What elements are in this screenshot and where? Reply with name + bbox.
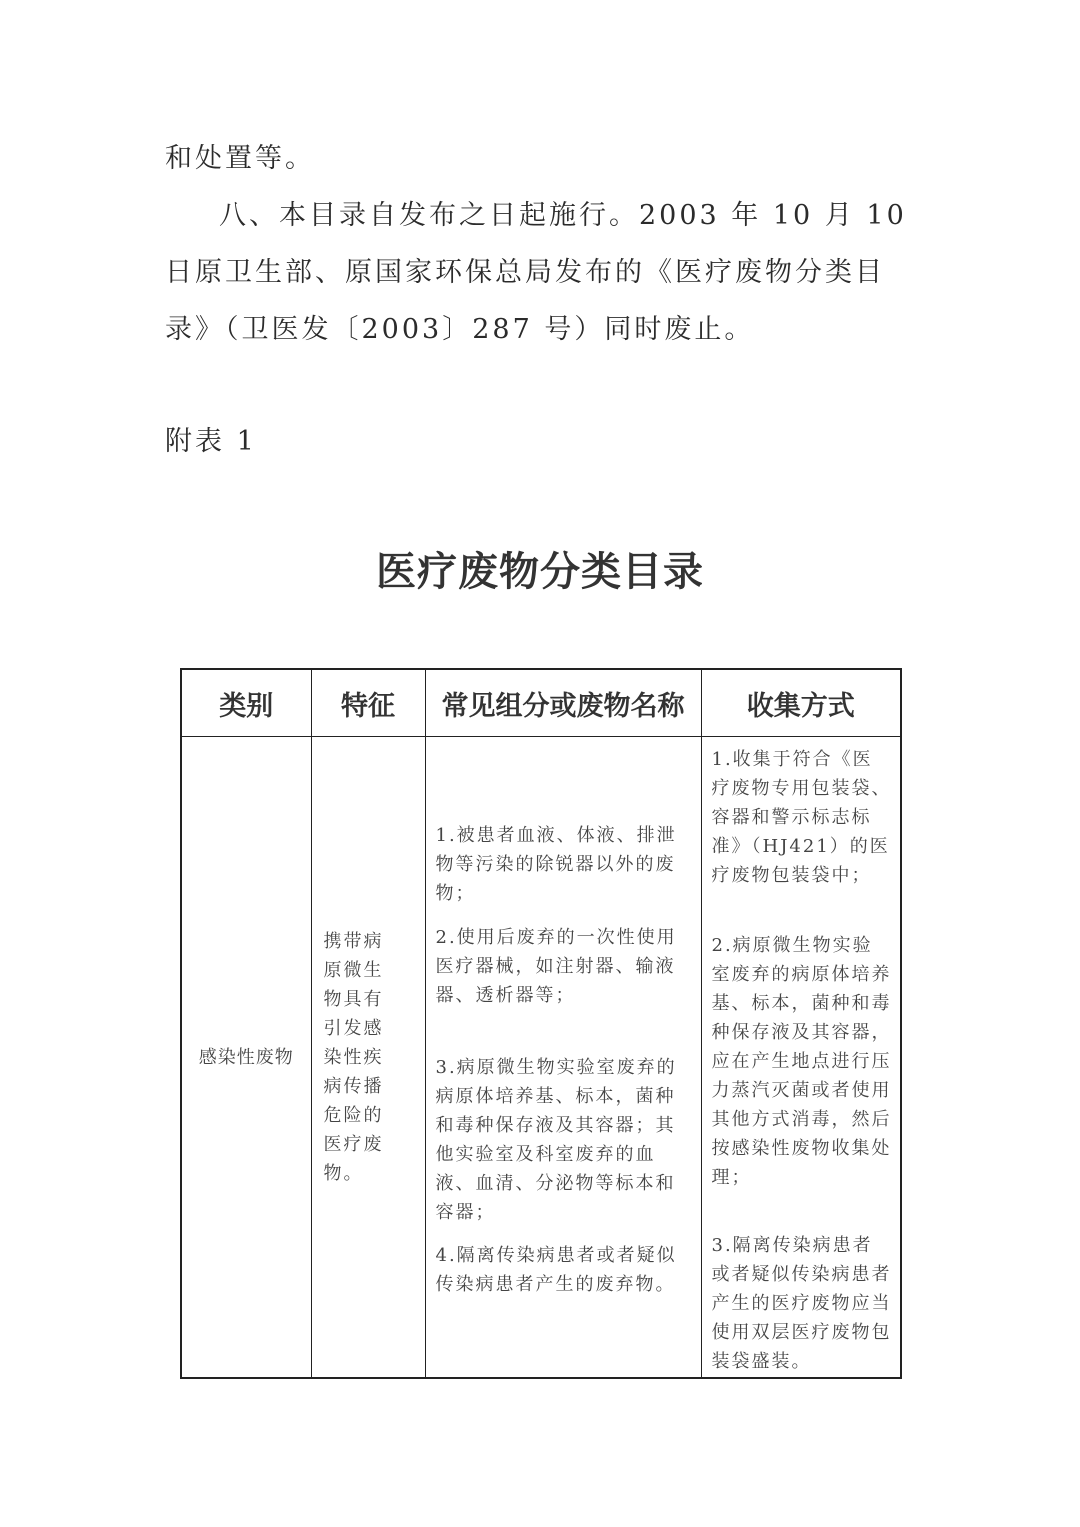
table-title: 医疗废物分类目录: [376, 549, 704, 595]
category-cell: 感染性废物: [181, 737, 311, 1379]
feature-cell: 携带病原微生物具有引发感染性疾病传播危险的医疗废物。: [311, 737, 425, 1379]
component-item: 2.使用后废弃的一次性使用医疗器械，如注射器、输液器、透析器等；: [435, 927, 677, 1006]
component-item: 3.病原微生物实验室废弃的病原体培养基、标本，菌种和毒种保存液及其容器；其他实验室及科室废弃的血液、血清、分泌物等标本和容器；: [435, 1057, 677, 1223]
header-components: 常见组分或废物名称: [425, 669, 701, 737]
components-cell: [425, 737, 701, 1379]
collection-cell: [701, 737, 901, 1379]
table-row: [181, 737, 901, 1379]
paragraph-item-eight: 八、本目录自发布之日起施行。2003 年 10 月 10 日原卫生部、原国家环保总局发布的《医疗废物分类目录》（卫医发〔2003〕287 号）同时废止。: [165, 200, 907, 345]
collection-item: 2.病原微生物实验室废弃的病原体培养基、标本，菌种和毒种保存液及其容器，应在产生地点进行压力蒸汽灭菌或者使用其他方式消毒，然后按感染性废物收集处理；: [711, 935, 892, 1188]
component-item: 4.隔离传染病患者或者疑似传染病患者产生的废弃物。: [435, 1245, 677, 1295]
header-collection: 收集方式: [701, 669, 901, 737]
component-item: 1.被患者血液、体液、排泄物等污染的除锐器以外的废物；: [435, 825, 677, 904]
collection-item: 1.收集于符合《医疗废物专用包装袋、容器和警示标志标准》（HJ421）的医疗废物包装袋中；: [711, 749, 892, 886]
appendix-label: 附表 1: [165, 426, 257, 457]
header-category: 类别: [181, 669, 311, 737]
header-feature: 特征: [311, 669, 425, 737]
table-header-row: [181, 669, 901, 737]
paragraph-continued: 和处置等。: [165, 143, 315, 174]
collection-item: 3.隔离传染病患者或者疑似传染病患者产生的医疗废物应当使用双层医疗废物包装袋盛装。: [711, 1235, 892, 1372]
waste-catalog-table: [180, 668, 902, 1379]
